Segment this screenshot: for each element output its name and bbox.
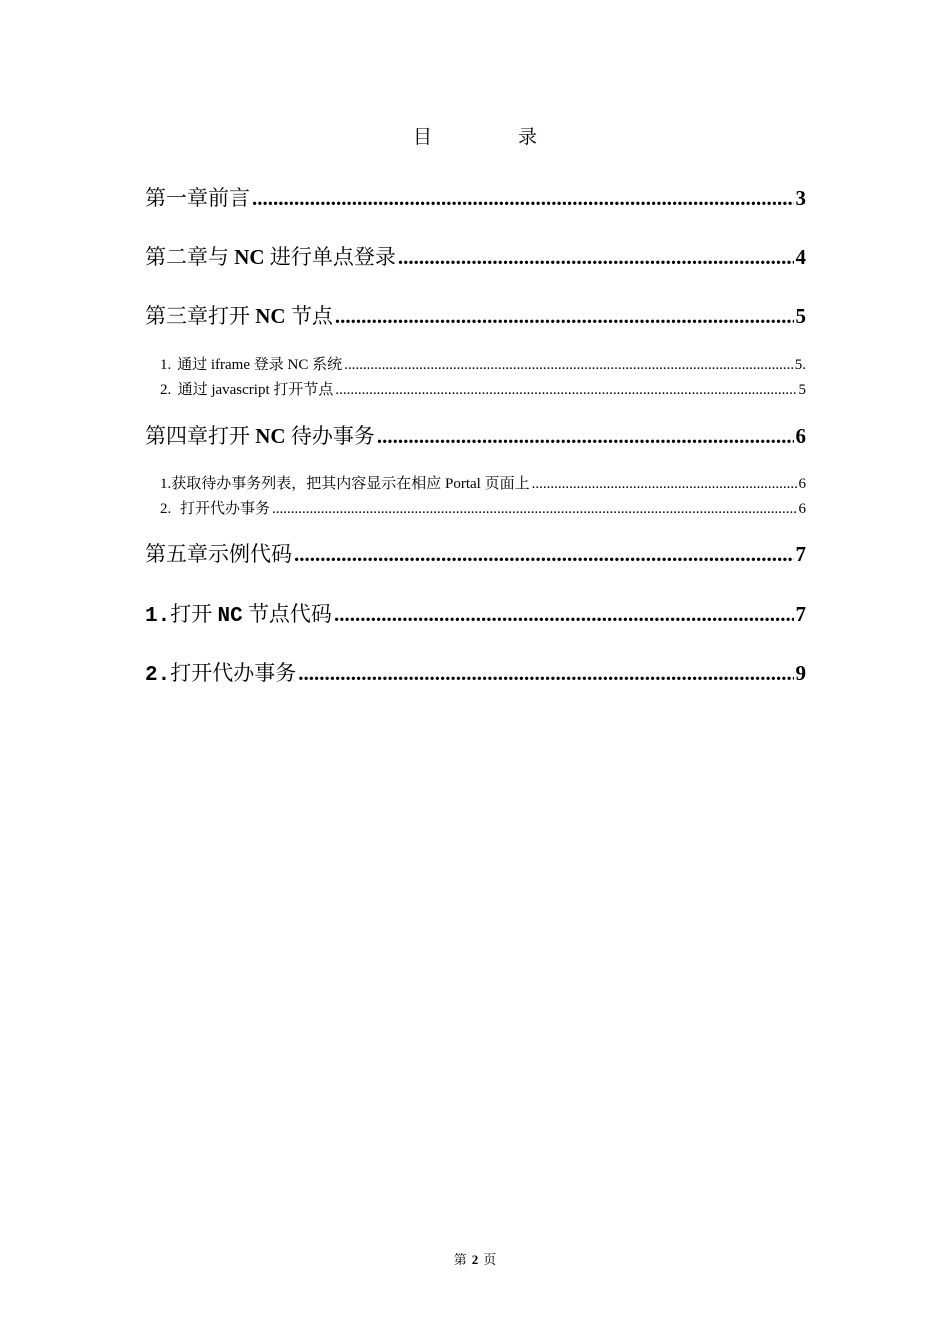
dot-leader (294, 542, 794, 567)
dot-leader (344, 357, 793, 374)
toc-entry-code-1[interactable] (145, 598, 806, 628)
section-number: 1. (160, 357, 172, 373)
dot-leader (532, 476, 797, 493)
page-number: 9 (795, 661, 806, 685)
toc-entry-code-2[interactable] (145, 657, 806, 687)
section-number: 2. (160, 382, 172, 398)
toc-title-right: 录 (518, 127, 538, 148)
section-title: 通过 iframe 登录 NC 系统 (177, 357, 343, 373)
toc-entry-3-1[interactable] (160, 353, 806, 374)
section-number: 2. (160, 501, 172, 517)
page-footer (0, 1249, 950, 1268)
dot-leader (298, 661, 793, 686)
page-number: 6 (795, 424, 806, 448)
item-number: 1. (145, 605, 171, 628)
item-number: 2. (145, 664, 171, 687)
chapter-number: 第一章 (145, 186, 208, 210)
page-number: 5. (794, 357, 806, 373)
page-number: 5 (798, 382, 806, 398)
dot-leader (334, 602, 794, 627)
section-number: 1. (160, 476, 172, 492)
chapter-title: 打开 NC 节点 (208, 304, 333, 328)
section-title: 获取待办事务列表，把其内容显示在相应 Portal 页面上 (171, 476, 530, 492)
page-number: 4 (795, 245, 806, 269)
toc-entry-4-2[interactable] (160, 497, 806, 518)
page-number: 6 (798, 501, 806, 517)
section-title: 打开代办事务 (179, 501, 270, 517)
chapter-number: 第三章 (145, 304, 208, 328)
chapter-title: 打开 NC 待办事务 (208, 424, 375, 448)
footer-page-number: 2 (471, 1252, 479, 1267)
page-number: 3 (795, 186, 806, 210)
dot-leader (272, 501, 797, 518)
chapter-number: 第二章 (145, 245, 208, 269)
page-number: 6 (798, 476, 806, 492)
dot-leader (377, 424, 794, 449)
chapter-title: 示例代码 (208, 542, 292, 566)
dot-leader (335, 382, 796, 399)
dot-leader (335, 304, 794, 329)
toc-entry-4-1[interactable] (160, 472, 806, 493)
page-number: 7 (795, 602, 806, 626)
toc-entry-chapter-5[interactable] (145, 538, 806, 568)
toc-entry-chapter-1[interactable] (145, 182, 806, 212)
chapter-title: 前言 (208, 186, 250, 210)
page-number: 7 (795, 542, 806, 566)
chapter-title: 与 NC 进行单点登录 (208, 245, 396, 269)
dot-leader (252, 186, 794, 211)
toc-entry-chapter-2[interactable] (145, 241, 806, 271)
chapter-number: 第五章 (145, 542, 208, 566)
dot-leader (398, 245, 794, 270)
footer-suffix: 页 (483, 1252, 497, 1267)
toc-entry-chapter-4[interactable] (145, 420, 806, 450)
toc-entry-chapter-3[interactable] (145, 300, 806, 330)
chapter-number: 第四章 (145, 424, 208, 448)
toc-title-left: 目 (412, 127, 432, 148)
item-title: 打开代办事务 (170, 661, 297, 685)
toc-title (0, 122, 950, 149)
page-number: 5 (795, 304, 806, 328)
toc-entry-3-2[interactable] (160, 378, 806, 399)
footer-prefix: 第 (453, 1252, 467, 1267)
item-title: 打开 NC 节点代码 (170, 602, 332, 628)
section-title: 通过 javascript 打开节点 (177, 382, 334, 398)
